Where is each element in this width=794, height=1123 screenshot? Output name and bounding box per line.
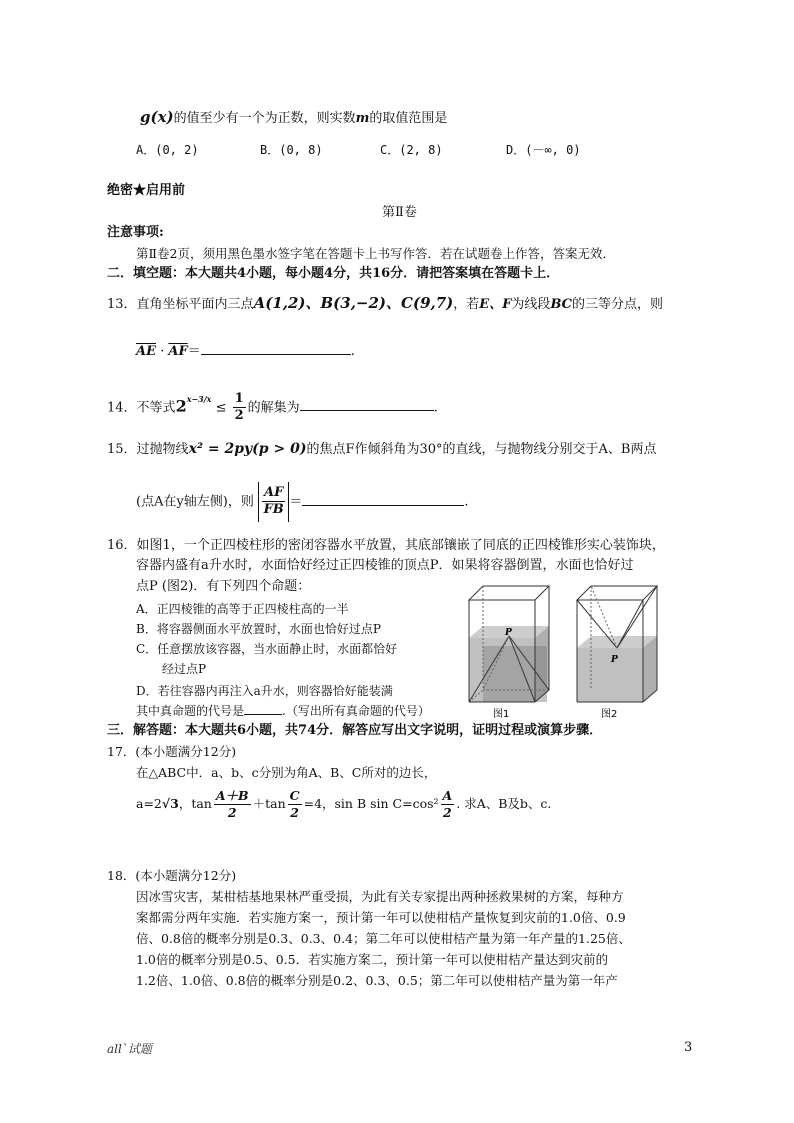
q16-answer-blank (244, 702, 282, 715)
q16-option-c: C．任意摆放该容器，当水面静止时，水面都恰好 (136, 642, 398, 656)
q15-equation: x² = 2py(p > 0) (188, 441, 307, 457)
q15-equals: ＝ (289, 494, 303, 510)
q13-number: 13． (107, 297, 137, 312)
q12-var: m (355, 111, 370, 126)
q18-header (107, 867, 236, 885)
q13-text1: 直角坐标平面内三点 (136, 297, 254, 312)
q16-option-d: D．若往容器内再注入a升水，则容器恰好能装满 (136, 684, 393, 698)
q18-line1: 因冰雪灾害，某柑桔基地果林严重受损，为此有关专家提出两种拯救果树的方案，每种方 (136, 889, 624, 904)
q16-text1: 如图1，一个正四棱柱形的密闭容器水平放置，其底部镶嵌了同底的正四棱锥形实心装饰块， (136, 538, 665, 553)
q12-tail: 的取值范围是 (369, 111, 448, 126)
q13-text3: 为线段 (511, 297, 551, 312)
q17-tan1: ，tan (178, 796, 212, 811)
section3-heading: 三．解答题：本大题共6小题，共74分．解答应写出文字说明，证明过程或演算步骤． (107, 723, 603, 738)
q16-option-c-cont: 经过点P (162, 662, 207, 676)
q17-frac2-den: 2 (290, 805, 299, 820)
q17-score: (本小题满分12分) (135, 744, 237, 759)
volume-title: 第Ⅱ卷 (382, 205, 417, 220)
q17-frac2-num: C (289, 788, 300, 803)
figure1-prism (469, 586, 549, 702)
q15-frac-num: AF (264, 485, 284, 500)
q15-abs-frac (258, 482, 289, 522)
q17-sqrt3: √3 (161, 796, 179, 811)
q14-base: 2 (175, 396, 187, 416)
q14-answer-blank (300, 396, 434, 411)
q12-option-a: A．(0, 2) (136, 143, 199, 157)
figure1-caption: 图1 (493, 709, 510, 720)
secret-label: 绝密★启用前 (107, 183, 186, 198)
q15-answer-blank (302, 491, 464, 506)
notes-text: 第Ⅱ卷2页，须用黑色墨水签字笔在答题卡上书写作答．若在试题卷上作答，答案无效． (136, 246, 615, 261)
q13-equals: ＝ (187, 344, 201, 359)
q13-vector-af: $\overline{AF}$ (168, 344, 188, 359)
q18-number: 18． (107, 868, 136, 883)
q12-option-b: B．(0, 8) (260, 143, 323, 157)
q18-line2: 案都需分两年实施．若实施方案一，预计第一年可以使柑桔产量恢复到灾前的1.0倍、0.9 (136, 910, 626, 925)
q14-exponent: x−3/x (186, 394, 212, 404)
q14-line (107, 385, 438, 424)
q13-bc: BC (550, 297, 573, 312)
q16-line3: 点P (图2)．有下列四个命题： (136, 579, 311, 594)
page-number: 3 (684, 1040, 693, 1055)
q13-vector-ae: $\overline{AE}$ (136, 344, 156, 359)
q13-end: . (350, 344, 355, 359)
q14-number: 14． (107, 400, 137, 416)
figure2-prism (577, 586, 657, 702)
q14-sign: ≤ (215, 400, 227, 416)
q14-frac-den: 2 (234, 408, 244, 424)
q17-ask: . 求A、B及b、c. (456, 796, 552, 811)
q17-a: a=2 (136, 796, 162, 811)
q18-line3: 倍、0.8倍的概率分别是0.3、0.3、0.4；第二年可以使柑桔产量为第一年产量的1.25倍、 (136, 931, 631, 946)
figure2-caption: 图2 (601, 709, 618, 720)
q13-points: A(1,2)、B(3,−2)、C(9,7) (253, 294, 454, 312)
q14-frac-num: 1 (234, 391, 244, 407)
q16-line1 (107, 537, 665, 555)
q17-line1: 在△ABC中．a、b、c分别为角A、B、C所对的边长， (136, 765, 437, 780)
notes-heading: 注意事项: (107, 225, 164, 240)
q18-score: (本小题满分12分) (135, 868, 237, 883)
q12-text: 的值至少有一个为正数，则实数 (173, 111, 356, 126)
q12-option-d: D．(－∞, 0) (506, 143, 581, 157)
q15-text2: 的焦点F作倾斜角为30°的直线，与抛物线分别交于A、B两点 (306, 442, 657, 457)
q16-line2: 容器内盛有a升水时，水面恰好经过正四棱锥的顶点P．如果将容器倒置，水面也恰好过 (136, 558, 634, 573)
q12-func: g(x) (140, 108, 174, 126)
q17-rest: =4，sin B sin C=cos² (303, 796, 439, 811)
figure2-point-p: P (611, 655, 618, 665)
q15-line2 (136, 482, 469, 522)
q16-tail2: .（写出所有真命题的代号） (282, 704, 430, 718)
q16-number: 16． (107, 538, 137, 553)
q16-tail1: 其中真命题的代号是 (136, 704, 245, 718)
q18-line4: 1.0倍的概率分别是0.5、0.5．若实施方案二，预计第一年可以使柑桔产量达到灾前的 (136, 952, 609, 967)
q14-text2: 的解集为 (247, 400, 300, 416)
q17-tan2: ＋tan (252, 796, 286, 811)
q17-number: 17． (107, 744, 136, 759)
q15-end: . (464, 494, 469, 510)
q17-frac1-den: 2 (227, 805, 237, 820)
q15-frac-den: FB (263, 502, 284, 517)
footer-text: all`试题 (107, 1042, 152, 1056)
q15-text3: (点A在y轴左侧)，则 (136, 494, 254, 510)
section2-heading: 二．填空题：本大题共4小题，每小题4分，共16分．请把答案填在答题卡上． (107, 266, 560, 281)
q16-tail (136, 702, 430, 720)
q15-number: 15． (107, 442, 137, 457)
q14-end: . (433, 400, 438, 416)
q13-dot: · (160, 344, 165, 359)
q16-figures (465, 578, 665, 720)
q18-line5: 1.2倍、1.0倍、0.8倍的概率分别是0.2、0.3、0.5；第二年可以使柑桔产量为第一年产 (136, 973, 618, 988)
q13-line1 (107, 294, 663, 314)
q13-text4: 的三等分点，则 (572, 297, 664, 312)
figure1-point-p: P (505, 628, 512, 638)
q13-ef: E、F (479, 297, 512, 312)
q13-text2: ，若 (453, 297, 480, 312)
q13-line2 (136, 340, 355, 361)
q14-text1: 不等式 (136, 400, 176, 416)
q15-text1: 过抛物线 (136, 442, 189, 457)
q17-line2 (136, 784, 551, 824)
q15-line1 (107, 440, 656, 459)
q13-answer-blank (201, 340, 351, 355)
q17-header (107, 743, 236, 761)
q17-frac1-num: A＋B (215, 788, 249, 803)
q12-stem (140, 108, 447, 128)
q17-frac3-den: 2 (443, 805, 452, 820)
q16-option-a: A．正四棱锥的高等于正四棱柱高的一半 (136, 602, 349, 616)
q16-option-b: B．将容器侧面水平放置时，水面也恰好过点P (136, 622, 381, 636)
q12-option-c: C．(2, 8) (380, 143, 443, 157)
q17-frac3-num: A (442, 788, 453, 803)
